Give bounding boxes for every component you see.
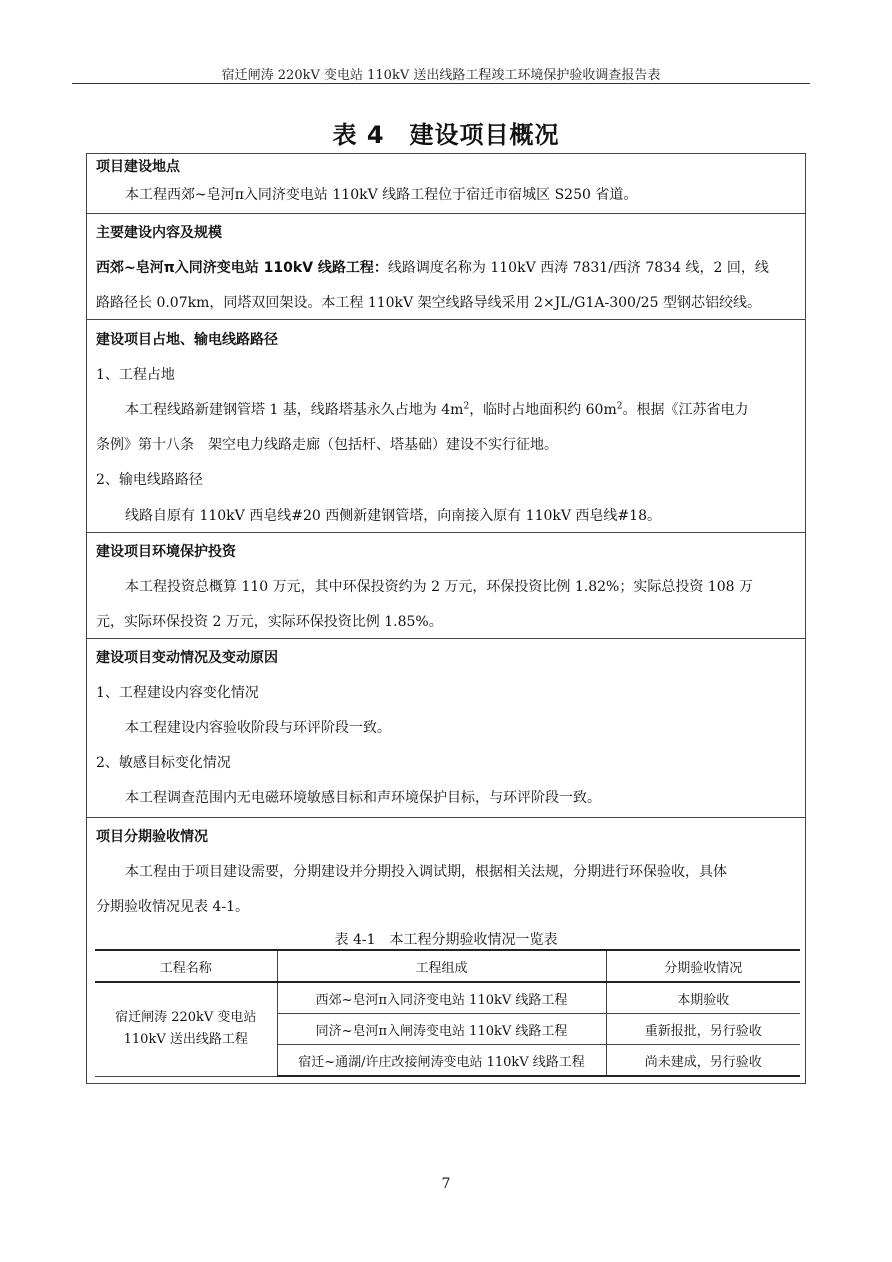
component-cell: 西郊~皂河π入同济变电站 110kV 线路工程 (277, 982, 606, 1014)
paragraph-line (125, 401, 800, 419)
table-row (95, 982, 800, 1014)
paragraph-line: 分期验收情况见表 4-1。 (96, 899, 249, 915)
paragraph-line (96, 259, 800, 277)
section-heading: 建设项目环境保护投资 (96, 544, 236, 560)
overview-table (86, 153, 806, 1084)
section-location (87, 154, 805, 213)
paragraph-line: 元，实际环保投资 2 万元，实际环保投资比例 1.85%。 (96, 614, 443, 630)
superscript: 2 (616, 401, 623, 412)
project-name-line: 110kV 送出线路工程 (123, 1032, 248, 1048)
phase-table (95, 949, 800, 1077)
component-cell: 宿迁~通湖/许庄改接闸涛变电站 110kV 线路工程 (277, 1045, 606, 1077)
section-changes (87, 638, 805, 817)
text-run: ，临时占地面积约 60m (469, 402, 617, 418)
paragraph-line: 本工程投资总概算 110 万元，其中环保投资约为 2 万元，环保投资比例 1.82%；实际总投资 108 万 (125, 579, 753, 595)
section-heading: 建设项目占地、输电线路路径 (96, 332, 278, 348)
subheading: 2、敏感目标变化情况 (96, 755, 231, 771)
table-caption: 表 4-1 本工程分期验收情况一览表 (334, 932, 558, 948)
paragraph-line: 本工程调查范围内无电磁环境敏感目标和声环境保护目标，与环评阶段一致。 (125, 790, 601, 806)
section-heading: 主要建设内容及规模 (96, 225, 222, 241)
paragraph: 本工程西郊~皂河π入同济变电站 110kV 线路工程位于宿迁市宿城区 S250 省道。 (125, 187, 638, 203)
paragraph-line: 线路自原有 110kV 西皂线#20 西侧新建钢管塔，向南接入原有 110kV 西皂线#18。 (125, 508, 661, 524)
header-rule (72, 83, 810, 84)
text-run: 。根据《江苏省电力 (622, 402, 749, 418)
superscript: 2 (463, 401, 470, 412)
table-header-row (95, 950, 800, 982)
column-header: 分期验收情况 (606, 950, 800, 982)
running-header: 宿迁闸涛 220kV 变电站 110kV 送出线路工程竣工环境保护验收调查报告表 (221, 68, 661, 83)
paragraph-line: 路路径长 0.07km，同塔双回架设。本工程 110kV 架空线路导线采用 2×JL/G1A-300/25 型钢芯铝绞线。 (96, 295, 761, 311)
subheading: 2、输电线路路径 (96, 472, 203, 488)
paragraph-line: 条例》第十八条 架空电力线路走廊（包括杆、塔基础）建设不实行征地。 (96, 437, 558, 453)
column-header: 工程组成 (277, 950, 606, 982)
section-land-route (87, 319, 805, 532)
column-header: 工程名称 (95, 950, 277, 982)
paragraph-line: 本工程建设内容验收阶段与环评阶段一致。 (125, 720, 391, 736)
text-run: 本工程线路新建钢管塔 1 基，线路塔基永久占地为 4m (125, 402, 464, 418)
section-heading: 建设项目变动情况及变动原因 (96, 650, 278, 666)
section-phased-acceptance (87, 817, 805, 1085)
subheading: 1、工程占地 (96, 367, 175, 383)
component-cell: 同济~皂河π入闸涛变电站 110kV 线路工程 (277, 1014, 606, 1045)
text-run: 线路调度名称为 110kV 西涛 7831/西济 7834 线，2 回，线 (387, 260, 769, 276)
project-name-line: 宿迁闸涛 220kV 变电站 (115, 1010, 257, 1026)
project-name-cell (95, 982, 277, 1076)
section-heading: 项目建设地点 (96, 159, 180, 175)
paragraph-line: 本工程由于项目建设需要，分期建设并分期投入调试期，根据相关法规，分期进行环保验收，具体 (125, 864, 727, 880)
status-cell: 本期验收 (606, 982, 800, 1014)
section-investment (87, 532, 805, 638)
status-cell: 重新报批，另行验收 (606, 1014, 800, 1045)
section-content (87, 213, 805, 319)
section-heading: 项目分期验收情况 (96, 829, 208, 845)
page-number: 7 (441, 1176, 451, 1192)
subheading: 1、工程建设内容变化情况 (96, 685, 259, 701)
bold-lead: 西郊~皂河π入同济变电站 110kV 线路工程： (96, 260, 388, 276)
status-cell: 尚未建成，另行验收 (606, 1045, 800, 1077)
page-title: 表 4 建设项目概况 (332, 121, 560, 149)
